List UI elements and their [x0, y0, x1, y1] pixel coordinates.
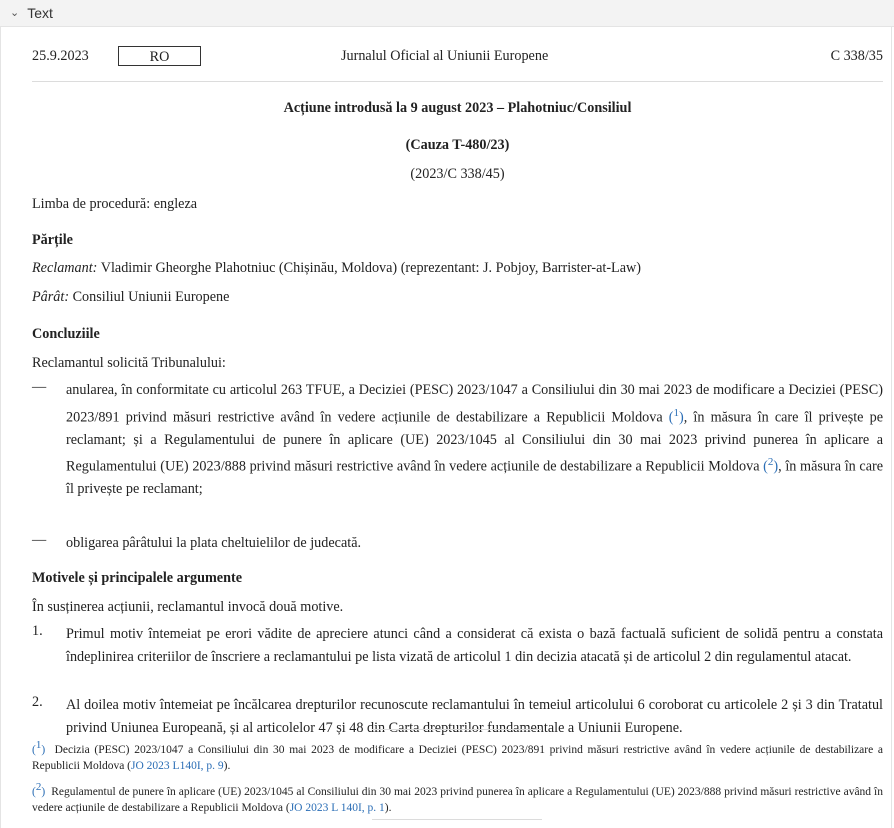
footnote-number[interactable]: 2 [35, 781, 42, 793]
procedure-language: Limba de procedură: engleza [32, 196, 198, 212]
footnote-tail: ). [223, 759, 231, 772]
plea-number: 1. [32, 623, 43, 639]
panel-label: Text [27, 5, 53, 21]
plea-number: 2. [32, 694, 43, 710]
text-panel-toggle[interactable] [0, 0, 894, 27]
footnote-ref-1[interactable]: 1 [673, 406, 680, 419]
footnote-link[interactable]: JO 2023 L140I, p. 9 [131, 759, 224, 772]
footnote-1: (1) Decizia (PESC) 2023/1047 a Consiliului din 30 mai 2023 de modificare a Deciziei (PESC) 2023/891 privind măsuri restrictive având în vedere acțiunile de destabilizare a Republicii Moldova (JO 2023 L140I, p. 9). [32, 739, 884, 772]
dash-marker: — [32, 379, 47, 395]
conclusion-item [32, 379, 883, 501]
defendant-value: Consiliul Uniunii Europene [72, 289, 230, 305]
defendant-line [32, 289, 883, 306]
dash-marker: — [32, 532, 47, 548]
plea-item [32, 623, 883, 668]
plea-text: Al doilea motiv întemeiat pe încălcarea drepturilor recunoscute reclamantului în temeiul articolului 6 coroborat cu articolele 2 și 3 din Tratatul privind Uniunea Europeană, și al articolelor 47 și 48 din Carta drepturilor fundamentale a Uniunii Europene. [66, 697, 883, 736]
case-number: (Cauza T-480/23) [405, 137, 510, 153]
conclusion-text-part: , în măsura în care îl privește pe reclamant; și a Regulamentului de punere în aplicare (UE) 2023/1045 al Consiliului din 30 mai 2023 privind punerea în aplicare a Regulamentului (UE) 2023/888 privind măsuri restrictive având în vedere acțiunile de destabilizare a Republicii Moldova [66, 409, 883, 475]
document-title: Acțiune introdusă la 9 august 2023 – Plahotniuc/Consiliul [283, 100, 632, 116]
pleas-heading: Motivele și principalele argumente [32, 570, 243, 586]
footnote-2: (2) Regulamentul de punere în aplicare (UE) 2023/1045 al Consiliului din 30 mai 2023 privind punerea în aplicare a Regulamentului (UE) 2023/888 privind măsuri restrictive având în vedere acțiunile de destabilizare a Republicii Moldova (JO 2023 L 140I, p. 1). [32, 781, 884, 814]
footnote-link[interactable]: JO 2023 L 140I, p. 1 [289, 801, 385, 814]
document-body [32, 27, 884, 814]
footnote-text: Decizia (PESC) 2023/1047 a Consiliului din 30 mai 2023 de modificare a Deciziei (PESC) 2023/891 privind măsuri restrictive având în vedere acțiunile de destabilizare a Republicii Moldova ( [32, 743, 884, 772]
publication-date: 25.9.2023 [32, 48, 89, 64]
plea-item [32, 694, 883, 739]
document-frame [0, 27, 892, 828]
journal-title: Jurnalul Oficial al Uniunii Europene [341, 48, 549, 64]
conclusion-text-part: , în măsura în care îl privește pe reclamant; [66, 458, 884, 498]
conclusion-item [32, 532, 883, 555]
footnote-ref-2[interactable]: 2 [767, 456, 774, 469]
footnote-tail: ). [384, 801, 392, 814]
claimant-value: Vladimir Gheorghe Plahotniuc (Chișinău, Moldova) (reprezentant: J. Pobjoy, Barrister-at-Law) [100, 260, 641, 276]
claimant-line [32, 260, 883, 277]
claimant-label: Reclamant: [32, 260, 98, 276]
parties-heading: Părțile [32, 232, 73, 248]
journal-header [32, 27, 883, 82]
footnote-number[interactable]: 1 [35, 739, 42, 751]
chevron-down-icon: ⌄ [10, 6, 20, 19]
footnote-end-separator [372, 819, 542, 820]
plea-text: Primul motiv întemeiat pe erori vădite de apreciere atunci când a considerat că exista o bază factuală suficient de solidă pentru a constata îndeplinirea criteriilor de înscriere a reclamantului pe lista vizată de articolul 1 din decizia atacată și de articolul 2 din regulamentul atacat. [66, 626, 883, 665]
conclusion-text: anularea, în conformitate cu articolul 263 TFUE, a Deciziei (PESC) 2023/1047 a Consiliului din 30 mai 2023 de modificare a Deciziei (PESC) 2023/891 privind măsuri restrictive având în vedere acțiunile de destabilizare a Republicii Moldova ($^1$), în măsura în care îl privește pe reclamant; și a Regulamentului de punere în aplicare (UE) 2023/1045 al Consiliului din 30 mai 2023 privind punerea în aplicare a Regulamentului (UE) 2023/888 privind măsuri restrictive având în vedere acțiunile de destabilizare a Republicii Moldova ($^2$), în măsura în care îl privește pe reclamant; [66, 382, 884, 498]
conclusion-text: obligarea pârâtului la plata cheltuielilor de judecată. [66, 535, 362, 551]
language-badge: RO [118, 46, 201, 66]
footnote-separator [372, 729, 542, 730]
page-reference: C 338/35 [830, 48, 883, 64]
footnote-text: Regulamentul de punere în aplicare (UE) 2023/1045 al Consiliului din 30 mai 2023 privind punerea în aplicare a Regulamentului (UE) 2023/888 privind măsuri restrictive având în vedere acțiunile de destabilizare a Republicii Moldova ( [32, 785, 884, 814]
conclusions-intro: Reclamantul solicită Tribunalului: [32, 355, 226, 371]
pleas-intro: În susținerea acțiunii, reclamantul invocă două motive. [32, 599, 344, 615]
conclusion-text-part: anularea, în conformitate cu articolul 263 TFUE, a Deciziei (PESC) 2023/1047 a Consiliului din 30 mai 2023 de modificare a Deciziei (PESC) 2023/891 privind măsuri restrictive având în vedere acțiunile de destabilizare a Republicii Moldova [66, 382, 883, 426]
conclusions-heading: Concluziile [32, 326, 100, 342]
document-reference: (2023/C 338/45) [410, 166, 505, 182]
defendant-label: Pârât: [32, 289, 70, 305]
